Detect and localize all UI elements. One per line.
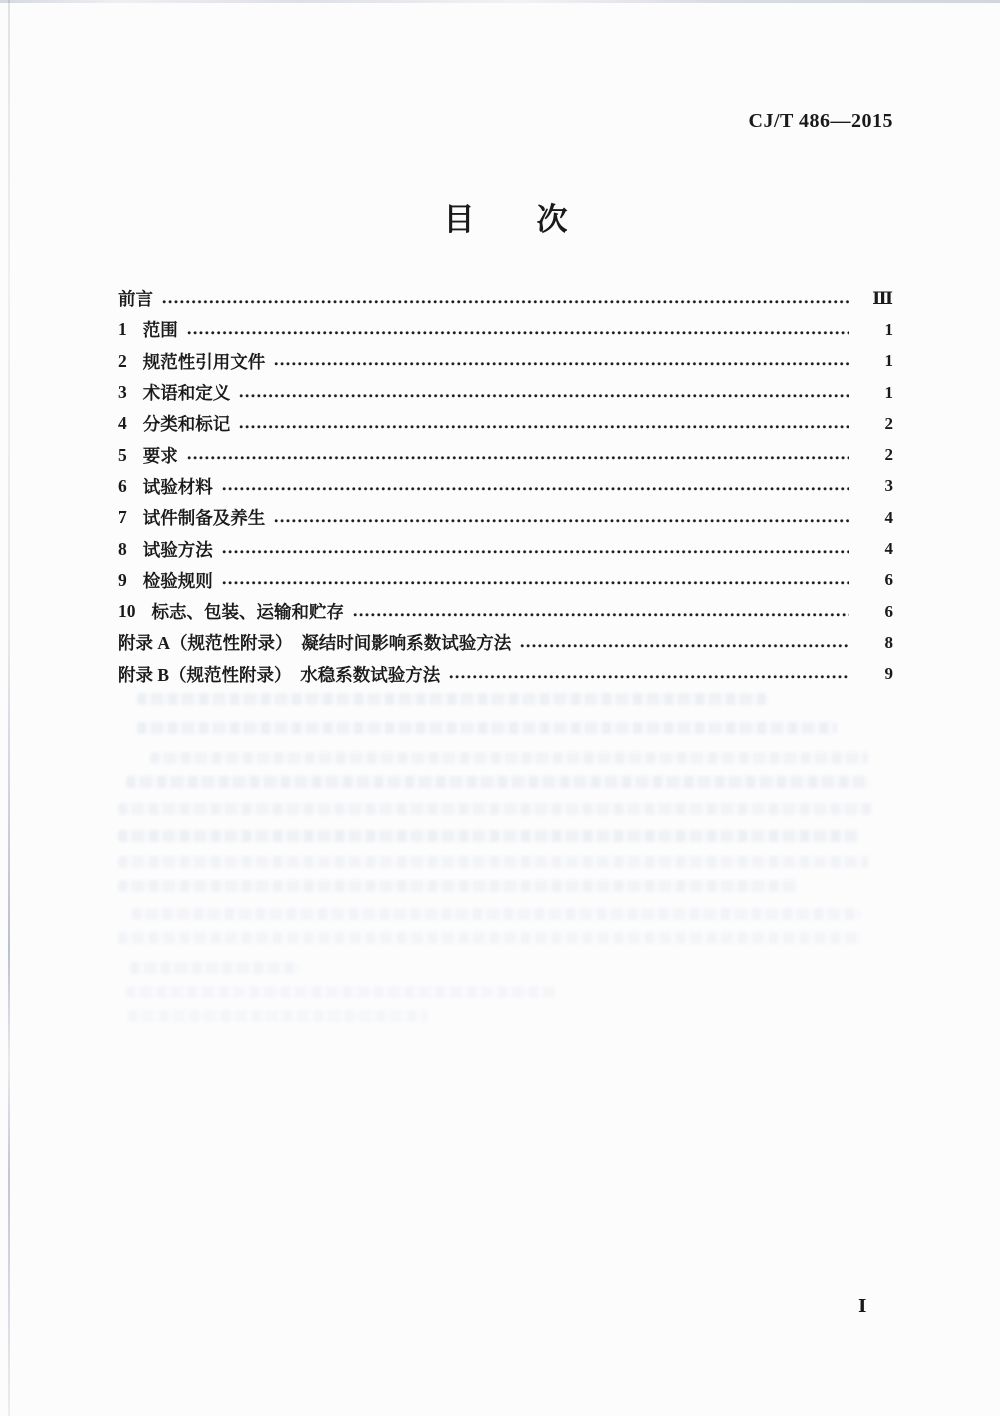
toc-entry-appendix-b bbox=[118, 659, 893, 690]
toc-entry-number: 2 bbox=[118, 350, 127, 371]
table-of-contents bbox=[118, 283, 893, 690]
toc-entry-number: 4 bbox=[118, 413, 127, 434]
toc-entry-label: 术语和定义 bbox=[142, 383, 231, 404]
toc-entry-label: 前言 bbox=[118, 289, 153, 310]
toc-entry-page: 2 bbox=[884, 445, 893, 465]
toc-entry-page: Ⅲ bbox=[872, 288, 893, 308]
footer-page-number: Ⅰ bbox=[858, 1296, 867, 1316]
toc-leader-dots bbox=[274, 361, 849, 367]
toc-leader-dots bbox=[274, 518, 849, 524]
toc-entry-page: 6 bbox=[884, 601, 893, 621]
toc-leader-dots bbox=[353, 612, 849, 618]
toc-entry-number: 1 bbox=[118, 319, 127, 340]
toc-entry-label: 要求 bbox=[142, 445, 178, 466]
toc-entry-normative-references bbox=[118, 346, 893, 377]
toc-entry-page: 6 bbox=[884, 570, 893, 590]
toc-leader-dots bbox=[239, 424, 849, 430]
toc-entry-label: 试验方法 bbox=[142, 539, 213, 560]
toc-entry-number: 3 bbox=[118, 382, 127, 403]
toc-entry-page: 2 bbox=[884, 413, 893, 433]
toc-entry-inspection-rules bbox=[118, 565, 893, 596]
toc-entry-page: 1 bbox=[884, 351, 893, 371]
toc-entry-label: 分类和标记 bbox=[142, 414, 231, 435]
toc-entry-label: 范围 bbox=[142, 320, 178, 341]
toc-entry-page: 1 bbox=[884, 319, 893, 339]
toc-leader-dots bbox=[239, 393, 849, 399]
toc-entry-label: 规范性引用文件 bbox=[142, 351, 266, 372]
toc-entry-scope bbox=[118, 314, 893, 345]
toc-entry-label: 试件制备及养生 bbox=[142, 508, 266, 529]
scan-edge-top-artifact bbox=[0, 0, 1000, 3]
standard-code: CJ/T 486—2015 bbox=[748, 110, 893, 132]
toc-entry-page: 4 bbox=[884, 539, 893, 559]
toc-entry-terms-definitions bbox=[118, 377, 893, 408]
toc-entry-requirements bbox=[118, 439, 893, 470]
toc-entry-page: 9 bbox=[884, 664, 893, 684]
toc-entry-label: 附录 A（规范性附录） 凝结时间影响系数试验方法 bbox=[118, 633, 512, 654]
toc-leader-dots bbox=[162, 299, 849, 305]
toc-leader-dots bbox=[187, 455, 849, 461]
toc-entry-appendix-a bbox=[118, 627, 893, 658]
toc-entry-number: 8 bbox=[118, 538, 127, 559]
toc-entry-test-materials bbox=[118, 471, 893, 502]
toc-entry-number: 7 bbox=[118, 507, 127, 528]
toc-leader-dots bbox=[222, 549, 849, 555]
toc-entry-number: 6 bbox=[118, 475, 127, 496]
toc-entry-classification-marking bbox=[118, 408, 893, 439]
toc-leader-dots bbox=[520, 643, 849, 649]
toc-leader-dots bbox=[222, 486, 849, 492]
toc-entry-number: 10 bbox=[118, 601, 136, 622]
toc-entry-marking-packaging bbox=[118, 596, 893, 627]
toc-entry-label: 试验材料 bbox=[142, 476, 213, 497]
toc-entry-label: 检验规则 bbox=[142, 570, 213, 591]
scan-edge-left-artifact bbox=[8, 0, 10, 1416]
toc-entry-foreword bbox=[118, 283, 893, 314]
toc-entry-label: 附录 B（规范性附录） 水稳系数试验方法 bbox=[118, 664, 441, 685]
toc-leader-dots bbox=[222, 580, 849, 586]
toc-entry-specimen-preparation bbox=[118, 502, 893, 533]
toc-entry-page: 1 bbox=[884, 382, 893, 402]
toc-entry-page: 3 bbox=[884, 476, 893, 496]
toc-leader-dots bbox=[187, 330, 849, 336]
toc-entry-number: 9 bbox=[118, 569, 127, 590]
toc-entry-number: 5 bbox=[118, 444, 127, 465]
toc-entry-test-methods bbox=[118, 533, 893, 564]
toc-entry-page: 4 bbox=[884, 507, 893, 527]
toc-entry-page: 8 bbox=[884, 632, 893, 652]
page-title: 目 次 bbox=[443, 202, 568, 237]
toc-entry-label: 标志、包装、运输和贮存 bbox=[151, 602, 344, 623]
toc-leader-dots bbox=[449, 674, 849, 680]
